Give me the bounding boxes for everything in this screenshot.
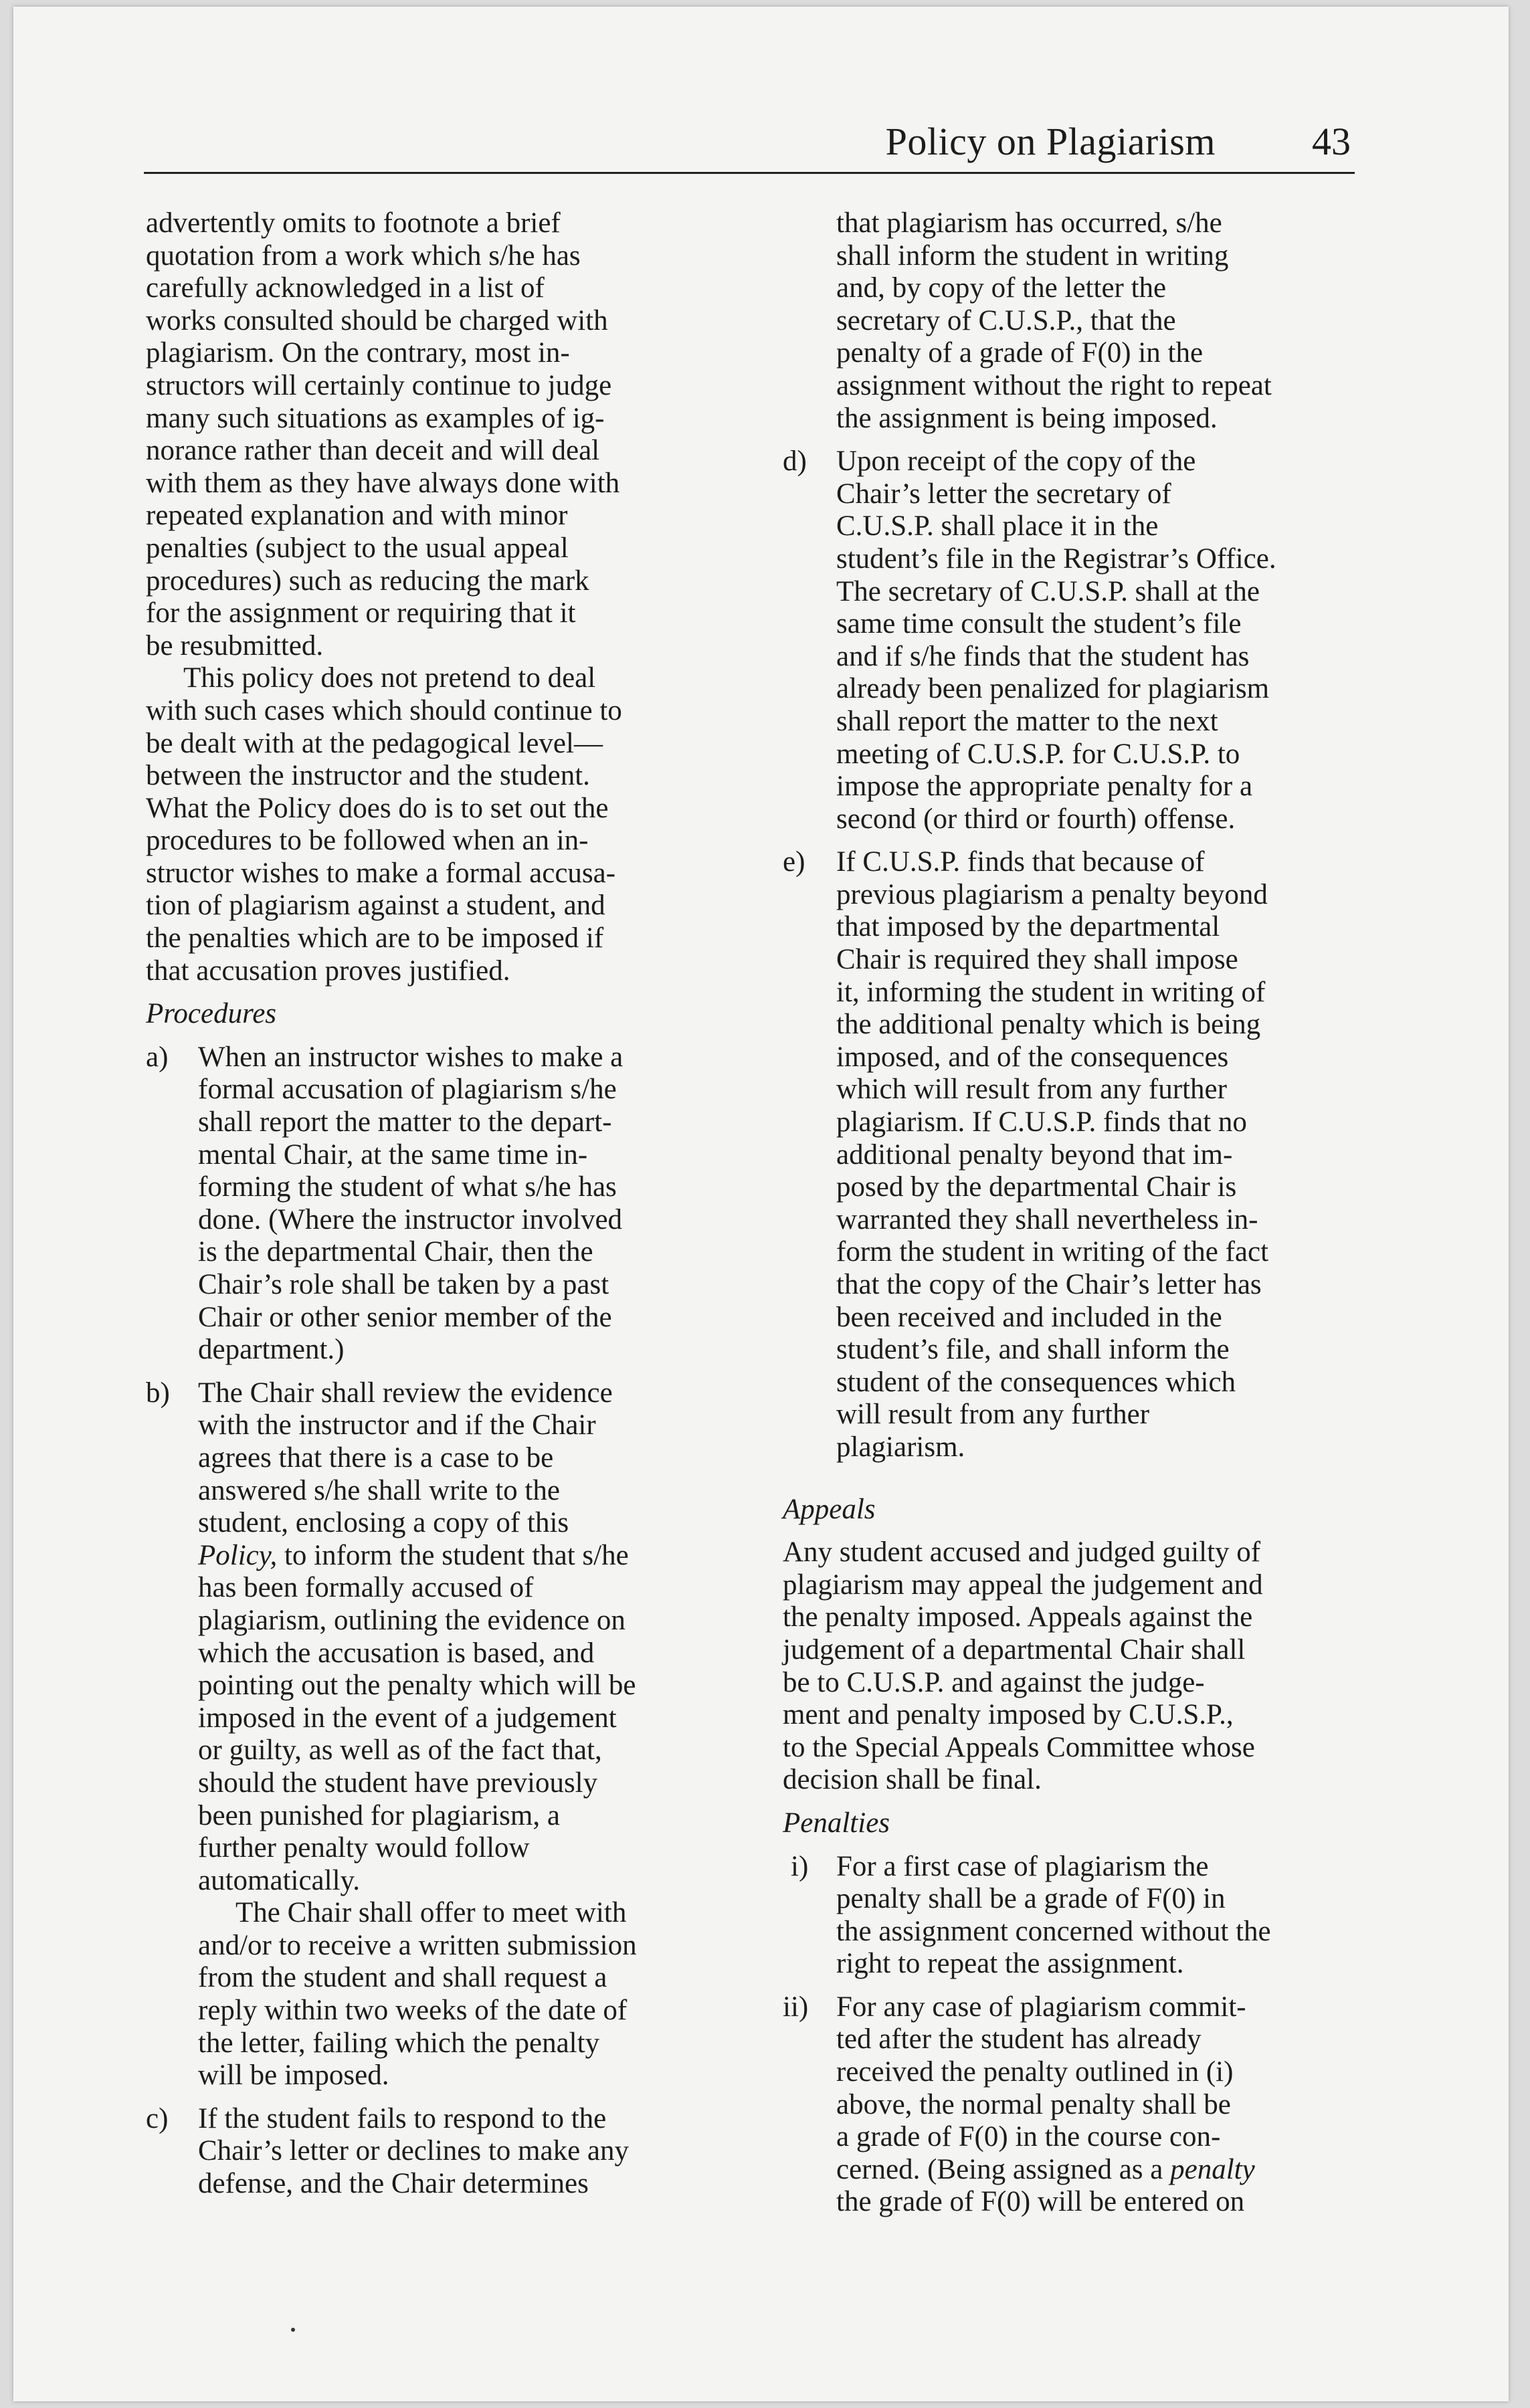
text-line: same time consult the student’s file [836,608,1242,640]
text-line: structors will certainly continue to judge [146,369,612,401]
penalty-item-ii [783,1991,1371,2219]
text-line: carefully acknowledged in a list of [146,272,545,304]
text-line: If the student fails to respond to the [198,2102,607,2134]
text-line: defense, and the Chair determines [198,2168,589,2200]
item-marker: d) [783,445,807,478]
text-line: that the copy of the Chair’s letter has [836,1269,1262,1300]
item-marker: b) [146,1377,170,1409]
penalties-heading: Penalties [783,1807,890,1839]
text-line: be to C.U.S.P. and against the judge- [783,1666,1205,1698]
left-column [146,207,731,2201]
text-line: norance rather than deceit and will deal [146,435,600,467]
text-line: been received and included in the [836,1301,1222,1333]
procedure-item-c [146,2103,731,2201]
text-line: mental Chair, at the same time in- [198,1138,588,1171]
text-line: and/or to receive a written submission [198,1929,637,1961]
text-line: the assignment concerned without the [836,1915,1271,1947]
header-title: Policy on Plagiarism [885,120,1216,163]
text-line: it, informing the student in writing of [836,976,1266,1008]
text-line: be dealt with at the pedagogical level— [146,727,603,759]
text-line [198,1540,731,1573]
text-line: shall report the matter to the depart- [198,1106,612,1138]
text-line: procedures to be followed when an in- [146,825,589,857]
procedure-item-b [146,1377,731,2092]
text-line: plagiarism, outlining the evidence on [198,1604,626,1636]
text-line: a grade of F(0) in the course con- [836,2121,1221,2153]
item-marker: ii) [783,1991,809,2023]
text-line: tion of plagiarism against a student, and [146,890,605,922]
item-marker: i) [791,1850,809,1882]
text-line: forming the student of what s/he has [198,1171,617,1203]
text-line: many such situations as examples of ig- [146,402,605,434]
text-line: When an instructor wishes to make a [198,1041,624,1073]
policy-paragraph [146,662,731,987]
item-c-continuation [783,207,1371,435]
text-line: secretary of C.U.S.P., that the [836,304,1176,336]
text-line: quotation from a work which s/he has [146,239,581,272]
text-line: student’s file, and shall inform the [836,1334,1230,1366]
text-line: plagiarism. [836,1431,965,1463]
text-line: is the departmental Chair, then the [198,1236,593,1268]
text-line: department.) [198,1334,345,1366]
text-line: pointing out the penalty which will be [198,1670,636,1702]
text-line: should the student have previously [198,1767,598,1799]
procedure-item-d [783,445,1371,835]
text-line: advertently omits to footnote a brief [146,207,561,239]
text-line: repeated explanation and with minor [146,500,568,532]
text-line: formal accusation of plagiarism s/he [198,1074,617,1106]
text-line: that imposed by the departmental [836,911,1220,943]
text-line: procedures) such as reducing the mark [146,565,589,597]
item-marker: a) [146,1041,169,1073]
text-line: to the Special Appeals Committee whose [783,1731,1255,1763]
text-line: plagiarism. If C.U.S.P. finds that no [836,1106,1247,1138]
text-line: What the Policy does do is to set out the [146,792,609,824]
text-line: works consulted should be charged with [146,304,608,336]
text-line: Chair’s letter or declines to make any [198,2135,629,2167]
policy-italic: Policy, [198,1539,278,1571]
text-line: Chair’s role shall be taken by a past [198,1269,609,1300]
header-rule [144,172,1355,174]
item-marker: e) [783,846,805,878]
text-line: and if s/he finds that the student has [836,640,1250,672]
text-line: second (or third or fourth) offense. [836,803,1236,835]
text-line: answered s/he shall write to the [198,1474,560,1506]
text-line: be resubmitted. [146,629,324,662]
text-line: The Chair shall offer to meet with [235,1897,627,1929]
text-line: form the student in writing of the fact [836,1236,1269,1268]
penalty-italic: penalty [1170,2153,1255,2185]
page-number: 43 [1312,120,1351,163]
text-line: between the instructor and the student. [146,760,590,792]
text-line: posed by the departmental Chair is [836,1171,1237,1203]
text-line: plagiarism may appeal the judgement and [783,1569,1263,1601]
procedure-item-e [783,846,1371,1464]
text-line: Chair or other senior member of the [198,1301,612,1333]
right-column [783,207,1371,2219]
text-line: agrees that there is a case to be [198,1441,554,1474]
text-line: For any case of plagiarism commit- [836,1991,1246,2023]
text-line: the grade of F(0) will be entered on [836,2186,1245,2218]
text-line: with them as they have always done with [146,467,620,499]
text-line: This policy does not pretend to deal [183,662,596,694]
text-line: The secretary of C.U.S.P. shall at the [836,575,1260,607]
text-line: imposed, and of the consequences [836,1041,1229,1073]
text-fragment: to inform the student that s/he [277,1539,629,1571]
appeals-heading: Appeals [783,1493,876,1525]
appeals-paragraph [783,1536,1371,1797]
text-line: meeting of C.U.S.P. for C.U.S.P. to [836,738,1240,770]
running-header [144,107,1355,174]
text-line: reply within two weeks of the date of [198,1995,628,2027]
text-line: will be imposed. [198,2060,389,2092]
procedures-heading: Procedures [146,998,277,1030]
text-fragment: cerned. (Being assigned as a [836,2153,1171,2185]
text-line: penalty shall be a grade of F(0) in [836,1883,1226,1915]
text-line: decision shall be final. [783,1764,1042,1796]
text-line: shall inform the student in writing [836,239,1229,272]
item-marker: c) [146,2102,169,2134]
text-line: warranted they shall nevertheless in- [836,1203,1258,1235]
text-line: been punished for plagiarism, a [198,1799,560,1831]
text-line: previous plagiarism a penalty beyond [836,878,1268,910]
text-line: right to repeat the assignment. [836,1948,1184,1980]
text-line: C.U.S.P. shall place it in the [836,510,1159,542]
text-line: student’s file in the Registrar’s Office. [836,542,1276,575]
text-line: with the instructor and if the Chair [198,1409,596,1441]
text-line: from the student and shall request a [198,1962,607,1994]
text-line: already been penalized for plagiarism [836,673,1270,705]
text-line: ted after the student has already [836,2023,1202,2055]
text-line: or guilty, as well as of the fact that, [198,1734,602,1767]
text-line: further penalty would follow [198,1832,530,1864]
text-line: which will result from any further [836,1074,1227,1106]
text-line: judgement of a departmental Chair shall [783,1633,1246,1666]
text-line: student of the consequences which [836,1366,1236,1398]
text-line: will result from any further [836,1399,1150,1431]
text-line: the additional penalty which is being [836,1009,1261,1041]
text-line: that accusation proves justified. [146,955,510,987]
text-line: the penalty imposed. Appeals against the [783,1601,1253,1633]
text-line: penalty of a grade of F(0) in the [836,337,1204,369]
text-line: assignment without the right to repeat [836,369,1272,401]
text-line: Chair’s letter the secretary of [836,478,1171,510]
text-line: student, enclosing a copy of this [198,1507,569,1539]
text-line: Any student accused and judged guilty of [783,1536,1261,1569]
text-line: If C.U.S.P. finds that because of [836,846,1205,878]
intro-paragraph [146,207,731,662]
text-line: ment and penalty imposed by C.U.S.P., [783,1699,1234,1731]
text-line: that plagiarism has occurred, s/he [836,207,1222,239]
text-line: received the penalty outlined in (i) [836,2056,1234,2088]
text-line: structor wishes to make a formal accusa- [146,857,616,889]
text-line: Upon receipt of the copy of the [836,445,1196,478]
procedure-item-a [146,1041,731,1367]
text-line: the assignment is being imposed. [836,402,1218,434]
text-line: For a first case of plagiarism the [836,1850,1209,1882]
text-line: The Chair shall review the evidence [198,1377,613,1409]
text-line: shall report the matter to the next [836,705,1218,737]
text-line: done. (Where the instructor involved [198,1203,623,1235]
text-line: penalties (subject to the usual appeal [146,532,569,564]
print-speck [291,2328,295,2332]
text-line [836,2154,1371,2187]
text-line: with such cases which should continue to [146,694,622,726]
text-line: for the assignment or requiring that it [146,597,576,629]
text-line: which the accusation is based, and [198,1637,595,1669]
text-line: and, by copy of the letter the [836,272,1167,304]
text-line: plagiarism. On the contrary, most in- [146,337,570,369]
text-line: imposed in the event of a judgement [198,1702,617,1734]
penalty-item-i [783,1851,1371,1981]
text-line: automatically. [198,1864,360,1896]
text-line: the letter, failing which the penalty [198,2027,600,2059]
text-line: impose the appropriate penalty for a [836,771,1253,803]
text-line: has been formally accused of [198,1572,534,1604]
text-line: above, the normal penalty shall be [836,2088,1231,2120]
text-line: the penalties which are to be imposed if [146,922,604,955]
text-line: Chair is required they shall impose [836,944,1238,976]
text-line: additional penalty beyond that im- [836,1138,1233,1171]
document-page [13,7,1509,2401]
